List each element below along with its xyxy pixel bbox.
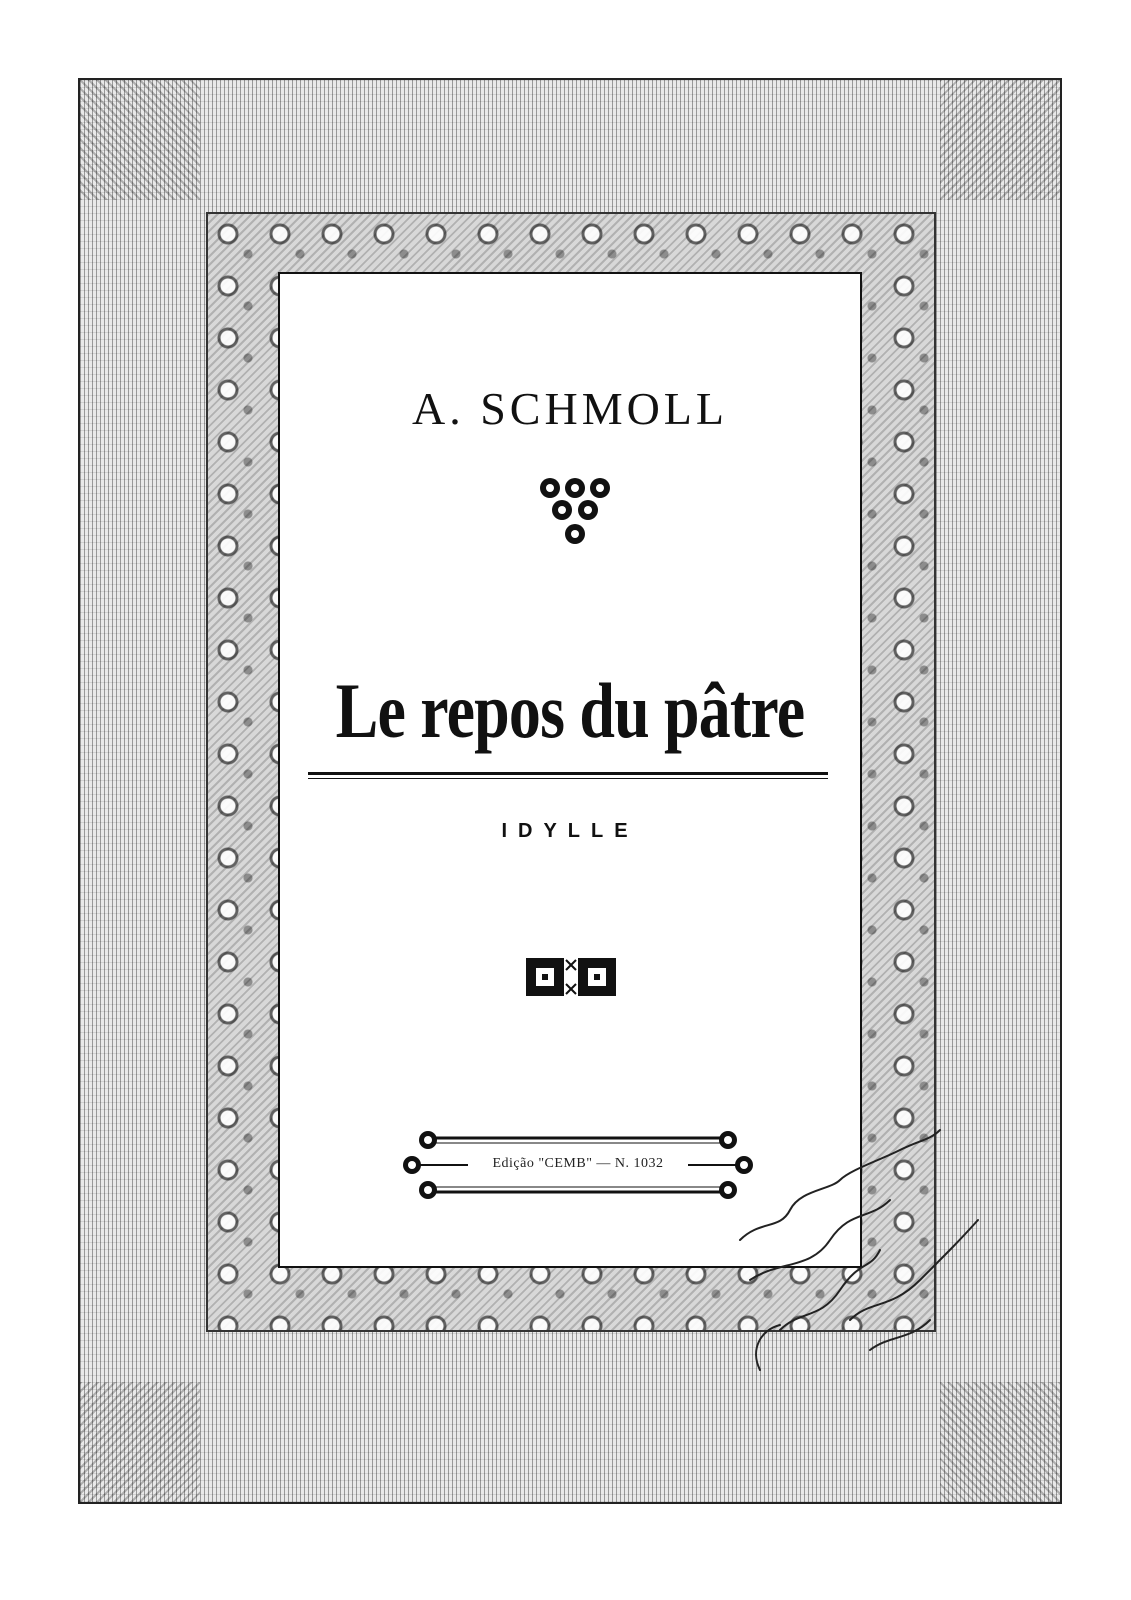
frame-corner-ornament [940, 80, 1060, 200]
handwritten-signature [720, 1120, 980, 1380]
grape-cluster-ornament-icon [520, 474, 630, 554]
frame-corner-ornament [940, 1382, 1060, 1502]
title-panel [278, 272, 862, 1268]
piece-subtitle: IDYLLE [501, 820, 639, 842]
piece-title: Le repos du pâtre [335, 667, 805, 754]
frame-corner-ornament [80, 80, 200, 200]
title-underline [308, 772, 828, 779]
composer-name: A. SCHMOLL [411, 383, 729, 434]
frame-corner-ornament [80, 1382, 200, 1502]
checker-ornament-icon [524, 954, 618, 1000]
edition-cartouche [398, 1124, 758, 1206]
edition-number: Edição "CEMB" — N. 1032 [492, 1156, 664, 1171]
